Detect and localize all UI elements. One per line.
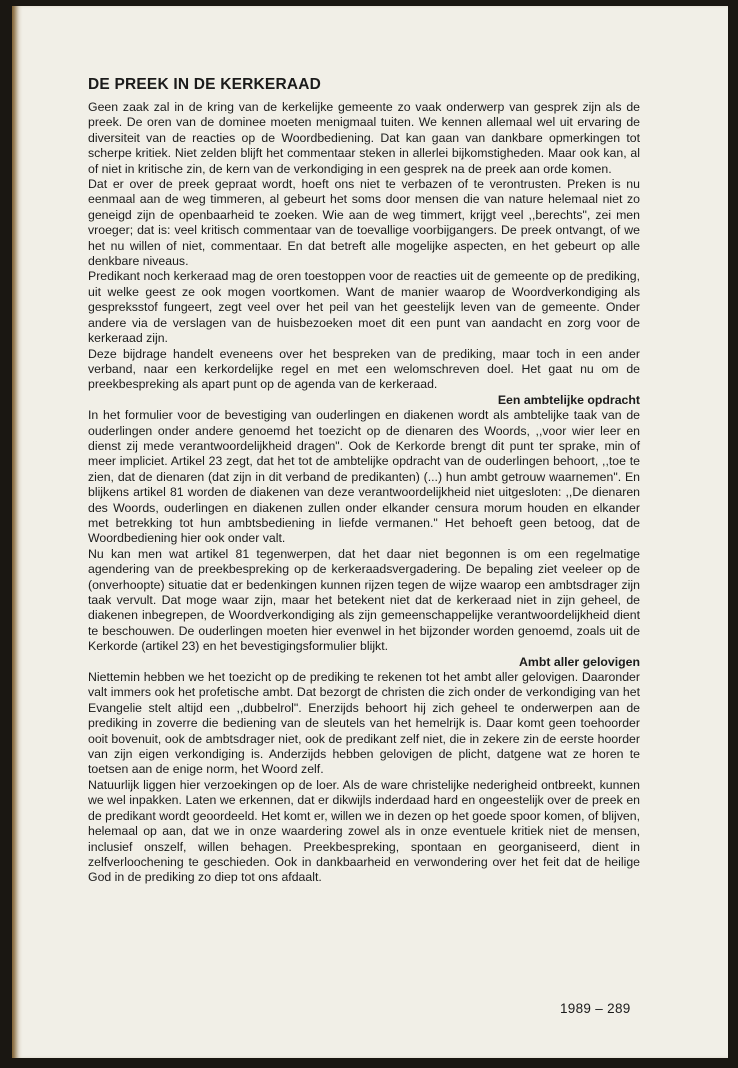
paragraph: Dat er over de preek gepraat wordt, hoeft ons niet te verbazen of te verontrusten. Preken is nu eenmaal aan de weg timmeren, al gebeurt het soms door mensen die van nature helemaal niet zo geneigd zijn de openbaarheid te zoeken. Wie aan de weg timmert, krijgt veel ,,berechts", zei men vroeger; dat is: veel kritisch commentaar van de toevallige voorbijgangers. De preek ontvangt, of we het nu willen of niet, commentaar. En dat betreft alle mogelijke aspecten, en het gebeurt op alle denkbare niveaus. [88, 177, 640, 269]
paragraph: Natuurlijk liggen hier verzoekingen op de loer. Als de ware christelijke nederigheid ontbreekt, kunnen we wel inpakken. Laten we erkennen, dat er dikwijls inderdaad hard en ongeestelijk over de preek en de predikant wordt geoordeeld. Het komt er, willen we in dezen op het goede spoor komen, of blijven, helemaal op aan, dat we in onze waardering zowel als in onze eventuele kritiek niet de mensen, inclusief onszelf, willen behagen. Preekbespreking, spontaan en georganiseerd, dient in zelfverloochening te geschieden. Ook in dankbaarheid en verwondering over het feit dat de heilige God in de prediking zo diep tot ons afdaalt. [88, 777, 640, 885]
section-heading-ambtelijke-opdracht: Een ambtelijke opdracht [497, 392, 640, 407]
article-title: DE PREEK IN DE KERKERAAD [88, 76, 322, 93]
paragraph: In het formulier voor de bevestiging van ouderlingen en diakenen wordt als ambtelijke taak van de ouderlingen onder andere genoemd het toezicht op de dienaren des Woords, ,,voor wier leer en dienst zij mede verantwoordelijkheid dragen". Ook de Kerkorde brengt dit punt ter sprake, min of meer impliciet. Artikel 23 zegt, dat het tot de ambtelijke opdracht van de ouderlingen behoort, ,,toe te zien, dat de dienaren (dat zijn in dit verband de predikanten) (...) hun ambt getrouw waarnemen". En blijkens artikel 81 worden de diakenen van deze verantwoordelijkheid niet uitgesloten: ,,De dienaren des Woords, ouderlingen en diakenen zullen onder elkander censura morum houden en elkander met betrekking tot hun ambtsbediening in liefde vermanen." Het behoeft geen betoog, dat de Woordbediening hier ook onder valt. [88, 408, 640, 546]
section-heading-ambt-aller-gelovigen: Ambt aller gelovigen [519, 654, 640, 669]
paragraph: Deze bijdrage handelt eveneens over het bespreken van de prediking, maar toch in een ander verband, naar een kerkordelijke regel en met een welomschreven doel. Het gaat nu om de preekbespreking als apart punt op de agenda van de kerkeraad. [88, 346, 640, 392]
paragraph: Predikant noch kerkeraad mag de oren toestoppen voor de reacties uit de gemeente op de prediking, uit welke geest ze ook mogen voortkomen. Want de manier waarop de Woordverkondiging als gespreksstof fungeert, zegt veel over het peil van het geestelijk leven van de gemeente. Onder andere via de verslagen van de huisbezoeken moet dit een punt van aandacht en zorg voor de kerkeraad zijn. [88, 269, 640, 346]
paragraph: Geen zaak zal in de kring van de kerkelijke gemeente zo vaak onderwerp van gesprek zijn als de preek. De oren van de dominee moeten menigmaal tuiten. We kennen allemaal wel uit ervaring de diversiteit van de reacties op de Woordbediening. Dat kan gaan van dankbare opmerkingen tot scherpe kritiek. Niet zelden blijft het commentaar steken in allerlei bijkomstigheden. Maar ook kan, al of niet in kritische zin, de kern van de verkondiging in een gesprek na de preek aan orde komen. [88, 100, 640, 176]
page-number: 1989 – 289 [560, 1001, 631, 1016]
paragraph: Nu kan men wat artikel 81 tegenwerpen, dat het daar niet begonnen is om een regelmatige agendering van de preekbespreking op de kerkeraadsvergadering. De bepaling ziet veeleer op de (onverhoopte) situatie dat er bedenkingen kunnen rijzen tegen de wijze waarop een ambtsdrager zijn taak vervult. Dat moge waar zijn, maar het betekent niet dat de kerkeraad niet in zijn geheel, de diakenen inbegrepen, de Woordverkondiging als zijn gemeenschappelijke verantwoordelijkheid dient te beschouwen. De ouderlingen moeten hier evenwel in het bijzonder worden genoemd, zoals uit de Kerkorde (artikel 23) en het bevestigingsformulier blijkt. [88, 546, 640, 654]
paragraph: Niettemin hebben we het toezicht op de prediking te rekenen tot het ambt aller gelovigen. Daaronder valt immers ook het profetische ambt. Dat bezorgt de christen die zich onder de verkondiging van het Evangelie stelt altijd een ,,dubbelrol". Enerzijds behoort hij zich geheel te onderwerpen aan de prediking in zoverre die bediening van de sleutels van het hemelrijk is. Daar komt geen toehoorder ooit bovenuit, ook de ambtsdrager niet, ook de predikant zelf niet, die in zekere zin de eerste hoorder van zijn eigen verkondiging is. Anderzijds hebben gelovigen de plicht, datgene wat ze horen te toetsen aan de enige norm, het Woord zelf. [88, 670, 640, 777]
article [88, 76, 640, 886]
